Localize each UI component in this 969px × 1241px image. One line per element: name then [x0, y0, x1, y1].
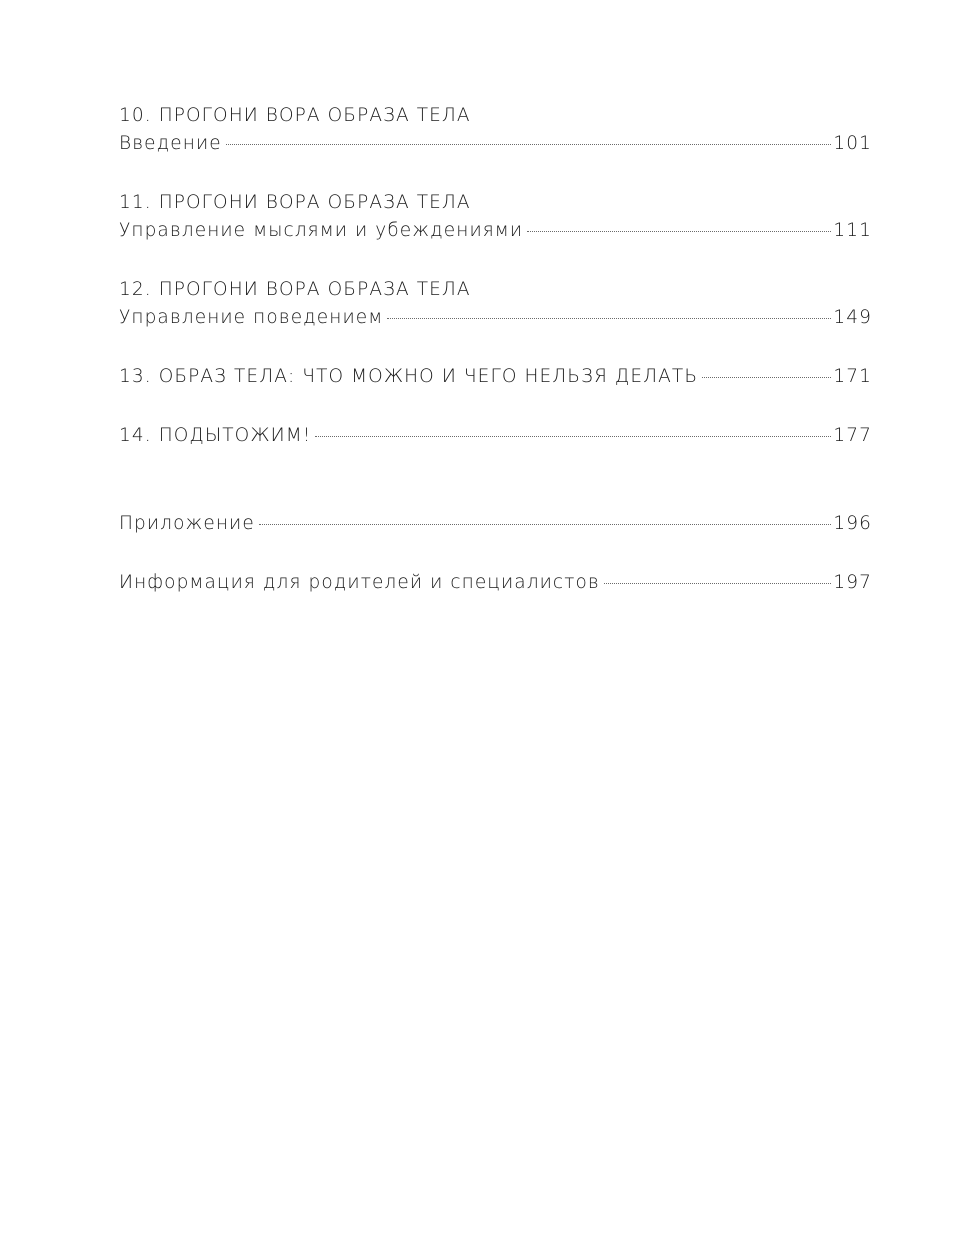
toc-entry: [119, 569, 872, 597]
toc-entry: [119, 102, 872, 158]
dot-leader: [226, 130, 832, 145]
toc-line[interactable]: [119, 217, 872, 245]
toc-entry: [119, 276, 872, 332]
toc-page-number: 196: [833, 513, 872, 534]
toc-line[interactable]: [119, 304, 872, 332]
toc-line[interactable]: [119, 422, 872, 450]
toc-page-number: 197: [833, 572, 872, 593]
toc-line[interactable]: [119, 363, 872, 391]
toc-entry: [119, 189, 872, 245]
toc-entry-title: 13. ОБРАЗ ТЕЛА: ЧТО МОЖНО И ЧЕГО НЕЛЬЗЯ ДЕЛАТЬ: [119, 366, 699, 387]
toc-entry: [119, 510, 872, 538]
toc-chapter-heading: 11. ПРОГОНИ ВОРА ОБРАЗА ТЕЛА: [119, 192, 471, 213]
toc-entry: [119, 363, 872, 391]
toc-page-number: 177: [833, 425, 872, 446]
toc-entry-title: 14. ПОДЫТОЖИМ!: [119, 425, 312, 446]
table-of-contents: [119, 102, 872, 597]
toc-entry-title: Управление мыслями и убеждениями: [119, 220, 524, 241]
toc-page-number: 111: [833, 220, 872, 241]
toc-entry-title: Приложение: [119, 513, 255, 534]
toc-chapter-heading: 10. ПРОГОНИ ВОРА ОБРАЗА ТЕЛА: [119, 105, 471, 126]
toc-entry-title: Управление поведением: [119, 307, 384, 328]
toc-line[interactable]: [119, 510, 872, 538]
dot-leader: [604, 569, 832, 584]
dot-leader: [315, 422, 831, 437]
toc-page-number: 149: [833, 307, 872, 328]
toc-line[interactable]: [119, 130, 872, 158]
toc-entry-title: Информация для родителей и специалистов: [119, 572, 600, 593]
toc-chapter-heading: 12. ПРОГОНИ ВОРА ОБРАЗА ТЕЛА: [119, 279, 471, 300]
toc-line[interactable]: [119, 569, 872, 597]
dot-leader: [259, 510, 832, 525]
dot-leader: [387, 304, 831, 319]
dot-leader: [702, 363, 831, 378]
toc-page-number: 171: [833, 366, 872, 387]
toc-entry: [119, 422, 872, 450]
toc-page-number: 101: [833, 133, 872, 154]
dot-leader: [527, 217, 831, 232]
toc-entry-title: Введение: [119, 133, 222, 154]
